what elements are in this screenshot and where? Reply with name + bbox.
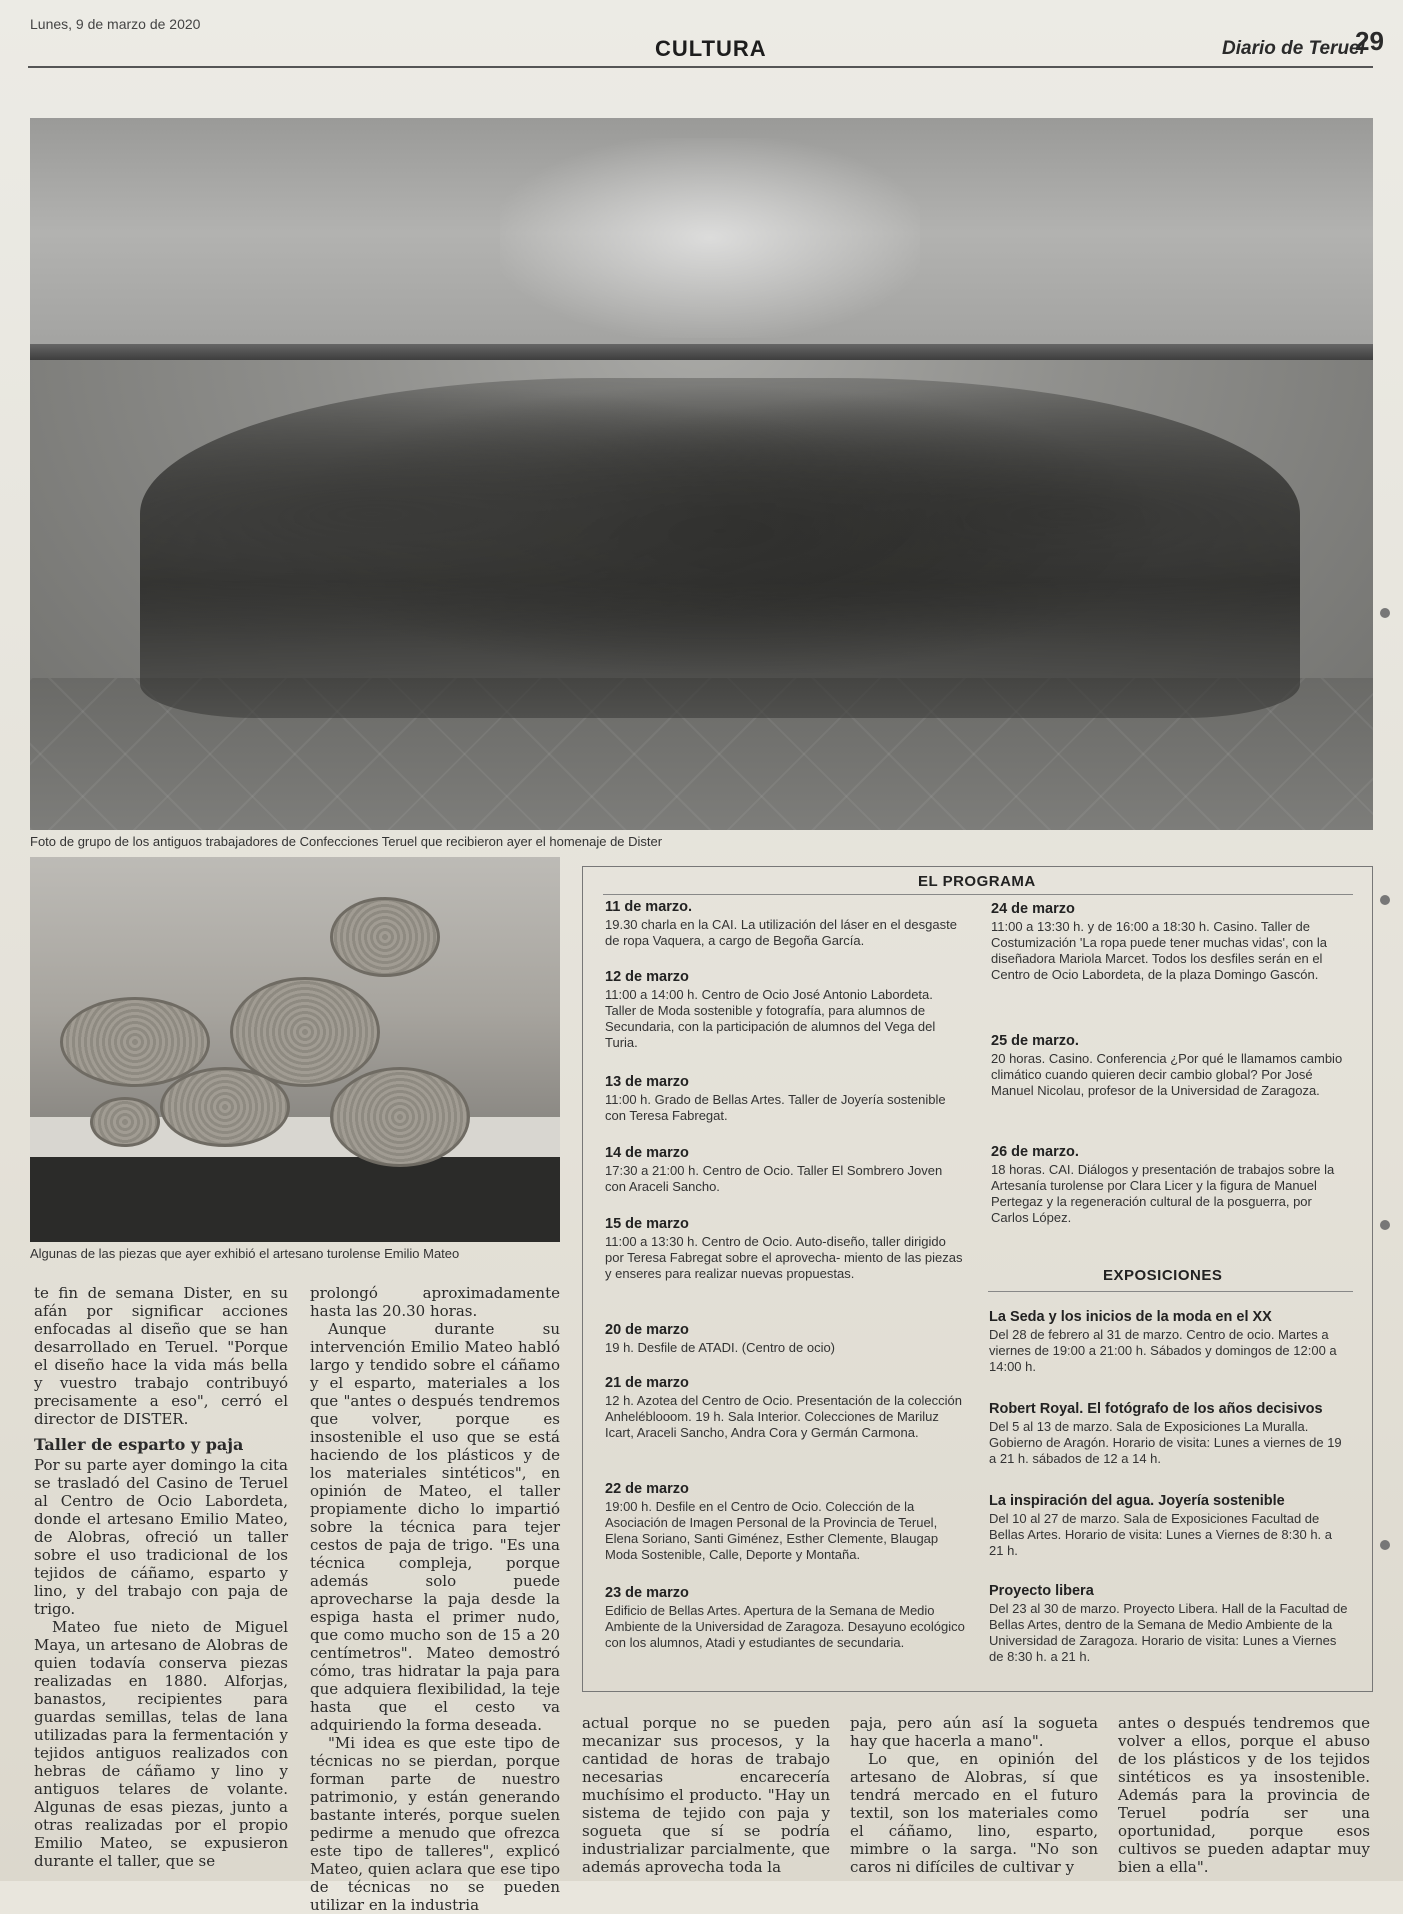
event-text: 11:00 a 13:30 h. Centro de Ocio. Auto-diseño, taller dirigido por Teresa Fabregat sobre el aprovecha- miento de las piezas y enseres para realizar nuevas propuestas. [605, 1234, 963, 1281]
article-column-4 [850, 1714, 1098, 1876]
article-subheading: Taller de esparto y paja [34, 1435, 244, 1454]
article-column-5 [1118, 1714, 1370, 1876]
binder-hole [1380, 608, 1390, 618]
header-page-number: 29 [1355, 26, 1384, 56]
programme-event [605, 1481, 965, 1563]
article-paragraph: Aunque durante su intervención Emilio Mateo habló largo y tendido sobre el cáñamo y el esparto, materiales a los que "antes o después tendremos que volver, porque es insostenible el uso que se está haciendo de los plásticos y de los materiales sintéticos", en opinión de Mateo, el taller propiamente dicho lo impartió sobre la técnica para tejer cestos de paja de trigo. "Es una técnica compleja, porque además solo puede aprovecharse la paja desde la espiga hasta el primer nudo, que como mucho son de 15 a 20 centímetros". Mateo demostró cómo, tras hidratar la paja para que adquiera flexibilidad, la teje hasta que el cesto va adquiriendo la forma deseada. [310, 1320, 560, 1734]
event-text: 19 h. Desfile de ATADI. (Centro de ocio) [605, 1340, 836, 1355]
article-paragraph: Por su parte ayer domingo la cita se trasladó del Casino de Teruel al Centro de Ocio Labordeta, donde el artesano Emilio Mateo, de Alobras, ofreció un taller sobre el uso tradicional de los tejidos de cáñamo, esparto y lino, y del trabajo con paja de trigo. [34, 1456, 288, 1618]
article-column-3 [582, 1714, 830, 1876]
exhibition-text: Del 10 al 27 de marzo. Sala de Exposiciones Facultad de Bellas Artes. Horario de visita: Lunes a Viernes de 8:30 h. a 21 h. [989, 1511, 1333, 1558]
exhibition-title: Robert Royal. El fotógrafo de los años decisivos [989, 1401, 1323, 1417]
header-paper-name: Diario de Teruel [1222, 38, 1365, 59]
event-date: 11 de marzo. [605, 899, 693, 915]
event-text: 12 h. Azotea del Centro de Ocio. Presentación de la colección Anheléblooom. 19 h. Sala Interior. Colecciones de Mariluz Icart, Araceli Sancho, Andra Cora y Germán Carmona. [605, 1393, 962, 1440]
article-paragraph: "Mi idea es que este tipo de técnicas no se pierdan, porque forman parte de nuestro patrimonio, y están generando bastante interés, porque suelen pedirme a menudo que ofrezca este tipo de talleres", explicó Mateo, quien aclara que ese tipo de técnicas no se pueden utilizar en la industria [310, 1734, 560, 1914]
article-column-2 [310, 1284, 560, 1914]
binder-hole [1380, 1540, 1390, 1550]
article-paragraph: Lo que, en opinión del artesano de Alobras, sí que tendrá mercado en el futuro textil, son los materiales como el cáñamo, lino, esparto, mimbre o la sarga. "No son caros ni difíciles de cultivar y [850, 1750, 1098, 1876]
article-paragraph: Mateo fue nieto de Miguel Maya, un artesano de Alobras de quien todavía conserva piezas realizadas en 1880. Alforjas, banastos, recipientes para guardas semillas, telas de lana utilizadas para la fermentación y tejidos antiguos realizados con hebras de cáñamo y lino y antiguos telares de volante. Algunas de esas piezas, junto a otras realizadas por el propio Emilio Mateo, se expusieron durante el taller, que se [34, 1618, 288, 1870]
exhibition-text: Del 23 al 30 de marzo. Proyecto Libera. Hall de la Facultad de Bellas Artes, dentro de la Semana de Medio Ambiente de la Universidad de Zaragoza. Horario de visita: Lunes a Viernes de 8:30 h. a 21 h. [989, 1601, 1348, 1664]
event-text: 11:00 a 13:30 h. y de 16:00 a 18:30 h. Casino. Taller de Costumización 'La ropa puede tener muchas vidas', con la diseñadora Mariola Marcet. Todos los desfiles serán en el Centro de Ocio Labordeta, de la plaza Domingo Gascón. [991, 919, 1327, 982]
basket [330, 897, 440, 977]
programme-rule [603, 894, 1353, 895]
programme-event [605, 1216, 965, 1282]
article-paragraph: prolongó aproximadamente hasta las 20.30 horas. [310, 1284, 560, 1320]
binder-hole [1380, 1220, 1390, 1230]
programme-event [605, 1145, 965, 1195]
photo-crowd [140, 378, 1300, 718]
event-text: 17:30 a 21:00 h. Centro de Ocio. Taller El Sombrero Joven con Araceli Sancho. [605, 1163, 943, 1194]
event-date: 22 de marzo [605, 1481, 689, 1497]
header-rule [28, 66, 1373, 68]
programme-event [605, 1074, 965, 1124]
exhibition-item [989, 1401, 1349, 1467]
group-photo-caption: Foto de grupo de los antiguos trabajadores de Confecciones Teruel que recibieron ayer el homenaje de Dister [30, 834, 663, 849]
exhibition-item [989, 1309, 1349, 1375]
group-photo [30, 118, 1373, 830]
exhibitions-rule [988, 1291, 1353, 1292]
exhibition-text: Del 5 al 13 de marzo. Sala de Exposiciones La Muralla. Gobierno de Aragón. Horario de visita: Lunes a viernes de 19 a 21 h. sábados de 12 a 14 h. [989, 1419, 1342, 1466]
exhibition-item [989, 1583, 1349, 1665]
event-date: 14 de marzo [605, 1145, 689, 1161]
programme-event [605, 969, 965, 1051]
exhibitions-title: EXPOSICIONES [1103, 1267, 1223, 1284]
event-date: 23 de marzo [605, 1585, 689, 1601]
basket [90, 1097, 160, 1147]
event-date: 21 de marzo [605, 1375, 689, 1391]
exhibition-title: La inspiración del agua. Joyería sostenible [989, 1493, 1285, 1509]
event-date: 25 de marzo. [991, 1033, 1079, 1049]
programme-event [605, 1375, 965, 1441]
baskets-photo [30, 857, 560, 1242]
event-date: 26 de marzo. [991, 1144, 1079, 1160]
photo-table [30, 1157, 560, 1242]
baskets-photo-caption: Algunas de las piezas que ayer exhibió el artesano turolense Emilio Mateo [30, 1246, 460, 1261]
programme-title: EL PROGRAMA [918, 873, 1036, 890]
article-paragraph: te fin de semana Dister, en su afán por significar acciones enfocadas al diseño que se han desarrollado en Teruel. "Porque el diseño hace la vida más bella y vuestro trabajo contribuyó precisamente a eso", cerró el director de DISTER. [34, 1284, 288, 1428]
event-date: 24 de marzo [991, 901, 1075, 917]
basket [160, 1067, 290, 1147]
programme-event [605, 899, 965, 949]
photo-projection [500, 138, 920, 338]
event-text: 18 horas. CAI. Diálogos y presentación de trabajos sobre la Artesanía turolense por Clara Licer y la figura de Manuel Pertegaz y la regeneración cultural de la posguerra, por Carlos López. [991, 1162, 1335, 1225]
photo-beam [30, 344, 1373, 360]
event-text: 19.30 charla en la CAI. La utilización del láser en el desgaste de ropa Vaquera, a cargo de Begoña García. [605, 917, 957, 948]
event-text: 11:00 a 14:00 h. Centro de Ocio José Antonio Labordeta. Taller de Moda sostenible y fotografía, para alumnos de Secundaria, con la participación de alumnos del Vega del Turia. [605, 987, 936, 1050]
header-date: Lunes, 9 de marzo de 2020 [30, 16, 201, 32]
event-text: Edificio de Bellas Artes. Apertura de la Semana de Medio Ambiente de la Universidad de Zaragoza. Desayuno ecológico con los alumnos, Atadi y estudiantes de secundaria. [605, 1603, 965, 1650]
header-section: CULTURA [655, 36, 767, 61]
article-column-1 [34, 1284, 288, 1870]
exhibition-title: La Seda y los inicios de la moda en el XX [989, 1309, 1272, 1325]
article-paragraph: antes o después tendremos que volver a ellos, porque el abuso de los plásticos y de los tejidos sintéticos es ya insostenible. Además para la provincia de Teruel podría ser una oportunidad, porque esos cultivos se pueden adaptar muy bien a ella". [1118, 1714, 1370, 1876]
event-text: 11:00 h. Grado de Bellas Artes. Taller de Joyería sostenible con Teresa Fabregat. [605, 1092, 946, 1123]
article-paragraph: paja, pero aún así la sogueta hay que hacerla a mano". [850, 1714, 1098, 1750]
exhibition-item [989, 1493, 1349, 1559]
exhibition-text: Del 28 de febrero al 31 de marzo. Centro de ocio. Martes a viernes de 19:00 a 21:00 h. Sábados y domingos de 12:00 a 14:00 h. [989, 1327, 1337, 1374]
exhibition-title: Proyecto libera [989, 1583, 1094, 1599]
event-text: 20 horas. Casino. Conferencia ¿Por qué le llamamos cambio climático cuando quieren decir cambio global? Por José Manuel Nicolau, profesor de la Universidad de Zaragoza. [991, 1051, 1343, 1098]
programme-event [991, 1033, 1351, 1099]
event-date: 12 de marzo [605, 969, 689, 985]
programme-event [991, 901, 1351, 983]
event-date: 15 de marzo [605, 1216, 689, 1232]
programme-event [991, 1144, 1351, 1226]
basket [330, 1067, 470, 1167]
binder-hole [1380, 895, 1390, 905]
event-date: 13 de marzo [605, 1074, 689, 1090]
programme-event [605, 1585, 965, 1651]
programme-event [605, 1322, 965, 1356]
event-text: 19:00 h. Desfile en el Centro de Ocio. Colección de la Asociación de Imagen Personal de la Provincia de Teruel, Elena Soriano, Santi Giménez, Esther Clemente, Blaugap Moda Sostenible, Calle, Deporte y Montaña. [605, 1499, 939, 1562]
article-paragraph: actual porque no se pueden mecanizar sus procesos, y la cantidad de horas de trabajo necesarias encarecería muchísimo el producto. "Hay un sistema de tejido con paja y sogueta que sí se podría industrializar parcialmente, que además aprovecha toda la [582, 1714, 830, 1876]
event-date: 20 de marzo [605, 1322, 689, 1338]
programme-box [582, 866, 1373, 1692]
